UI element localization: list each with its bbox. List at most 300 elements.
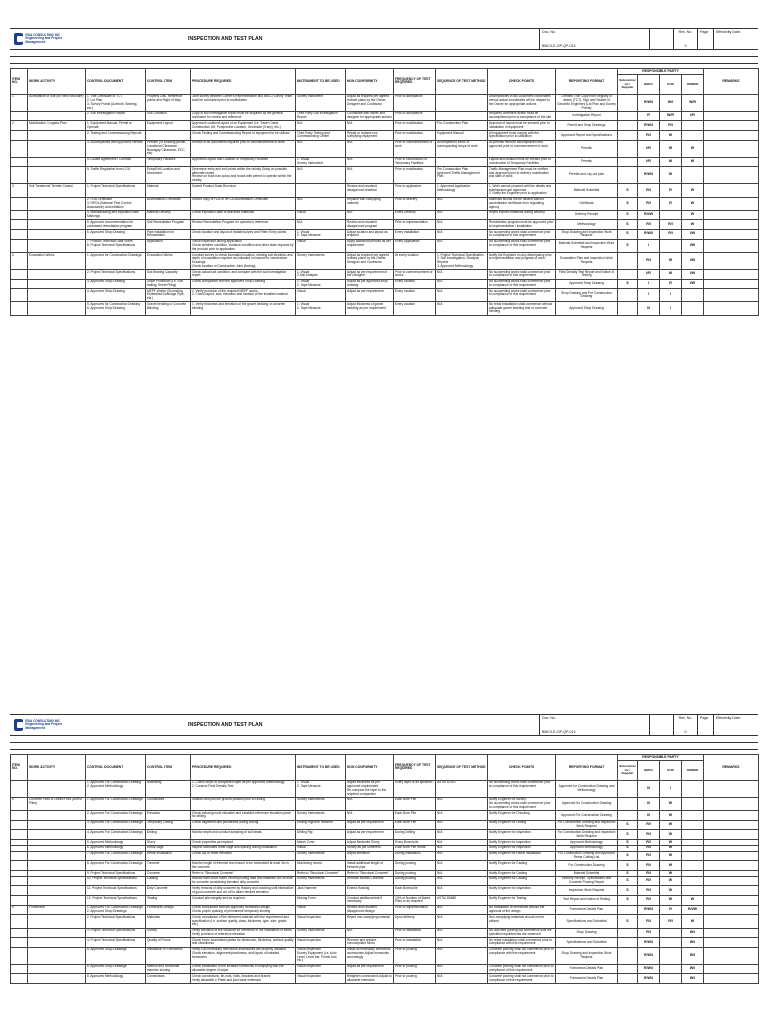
table-cell-rep: Formworks Details Plan — [556, 905, 618, 915]
table-cell-nc: Adjust as per requirement — [346, 830, 394, 840]
table-cell-inst: N/A — [296, 121, 346, 131]
table-cell-seq: N/A — [436, 947, 488, 964]
table-cell-work: Excavation Works — [28, 252, 86, 269]
table-cell-work — [28, 851, 86, 861]
table-cell-item — [11, 239, 28, 252]
table-cell-work — [28, 230, 86, 240]
table-cell-inst: Visual — [296, 210, 346, 220]
table-cell-ci: Installation of Formworks — [146, 947, 191, 964]
table-cell-r4: W/I — [682, 947, 704, 964]
table-cell-nc: Conduct additional test if necessary — [346, 896, 394, 906]
table-cell-proc: Verify elevation of the structure for reference in the installation of forms Verify provision of reference elevation — [191, 928, 296, 938]
table-cell-r2: R/W/I — [638, 938, 660, 948]
table-cell-r2: R/W/I — [638, 121, 660, 131]
table-cell-r3: W/R — [660, 111, 682, 121]
table-cell-inst: N/A — [296, 140, 346, 157]
table-cell-nc: Review and resubmit disapproved program — [346, 220, 394, 230]
table-cell-r4: W — [682, 220, 704, 230]
table-cell-seq: N/A — [436, 851, 488, 861]
table-cell-r3: I — [660, 289, 682, 302]
table-cell-item — [11, 279, 28, 289]
table-cell-r4: I/W — [682, 252, 704, 269]
table-cell-r4 — [682, 876, 704, 886]
table-cell-freq: Prior to installation — [394, 938, 436, 948]
table-header: ITEM NO. WORK ACTIVITY CONTROL DOCUMENT CONTROL ITEM PROCEDURE REQUIRED INSTRUMENT TO BE USED NON CONFORMITY FREQUENCY OF TEST REQUIRED SEQUENCE OF TEST METHOD CHECK POINTS REPORTING FORMAT RESPONSIBLE PARTY REMARKS Subcontractor / Supplier BMC3 OUR OWNER — [11, 69, 759, 95]
table-cell-r2: R/I — [638, 915, 660, 928]
table-row — [11, 811, 759, 821]
table-row — [11, 974, 759, 984]
table-cell-rep: Approved Report and Specifications — [556, 131, 618, 141]
table-cell-r2: R/I — [638, 886, 660, 896]
table-cell-item — [11, 157, 28, 167]
table-cell-inst: Refer to "Structural Concrete" — [296, 870, 346, 876]
table-cell-r4 — [682, 861, 704, 871]
table-cell-r3: W — [660, 861, 682, 871]
table-cell-inst: Third Party Soil Investigation Report — [296, 111, 346, 121]
table-cell-nc: Adjust as per approved shop drawing — [346, 279, 394, 289]
table-cell-rep: Shop Drawing and Inspection Work Request — [556, 230, 618, 240]
table-cell-rep: Field Density Test Report and Notice of Testing — [556, 269, 618, 279]
table-cell-r1 — [618, 167, 638, 184]
table-row — [11, 197, 759, 210]
table-row — [11, 947, 759, 964]
table-cell-seq: N/A — [436, 797, 488, 810]
table-cell-ci: Drilling — [146, 830, 191, 840]
table-cell-r2: R/I — [638, 830, 660, 840]
table-cell-ci: Quality of Forms — [146, 938, 191, 948]
table-cell-item — [11, 780, 28, 797]
table-cell-rm — [704, 302, 759, 315]
table-cell-chk: Notify Engineer for Inspection — [488, 886, 556, 896]
table-cell-inst: Visual — [296, 845, 346, 851]
effectivity-label: Effectivity Date: — [716, 716, 741, 720]
table-cell-inst: Visual Inspection — [296, 938, 346, 948]
table-cell-seq: N/A — [436, 876, 488, 886]
table-cell-r3: W — [660, 820, 682, 830]
table-cell-seq: 1. Approved Application Methodology — [436, 184, 488, 197]
table-cell-r3: W — [660, 797, 682, 810]
table-cell-rep: Shop Drawing and Inspection Work Request — [556, 947, 618, 964]
table-cell-proc: Check properties as required — [191, 839, 296, 845]
table-cell-ci: Soil Condition — [146, 111, 191, 121]
table-cell-r1: S — [618, 896, 638, 906]
table-cell-chk: Notify Engineer for Casting — [488, 876, 556, 886]
table-cell-proc: Approved Layout and Location of Temporary Facilities — [191, 157, 296, 167]
table-cell-work — [28, 210, 86, 220]
table-cell-nc: Adjust elevation — [346, 851, 394, 861]
table-cell-inst: Visual — [296, 239, 346, 252]
table-cell-ci — [146, 131, 191, 141]
table-cell-r4: W — [682, 915, 704, 928]
table-cell-rm — [704, 797, 759, 810]
table-cell-doc: 3. Approved Shop Drawing — [86, 279, 146, 289]
table-cell-chk: All equipment must comply with the specification prior to utilization — [488, 131, 556, 141]
table-cell-doc: 4. Approved For Construction Drawings — [86, 830, 146, 840]
table-cell-r1: S — [618, 197, 638, 210]
table-cell-rm — [704, 780, 759, 797]
table-cell-r2: I/R — [638, 269, 660, 279]
table-cell-work: Mobilization / Logistic Plan — [28, 121, 86, 131]
table-cell-r3: W — [660, 870, 682, 876]
table-cell-inst: Survey Instruments — [296, 797, 346, 810]
table-cell-work — [28, 269, 86, 279]
table-cell-work — [28, 964, 86, 974]
document-title: INSPECTION AND TEST PLAN — [70, 29, 540, 49]
table-cell-r3: W — [660, 886, 682, 896]
table-cell-r2: I — [638, 239, 660, 252]
table-cell-proc: Check location and layout of installed pipes and Fitter/ Entry points — [191, 230, 296, 240]
table-cell-rm — [704, 886, 759, 896]
table-cell-chk: Traffic Management Plan must be verified and approved prior to delivery mobilization and start of work — [488, 167, 556, 184]
table-cell-r3: W/I — [660, 94, 682, 111]
table-cell-nc: N/A — [346, 928, 394, 938]
table-cell-nc: Review and resubmit disapproved material — [346, 184, 394, 197]
table-cell-freq: Every Application — [394, 239, 436, 252]
table-cell-freq: During pouring — [394, 876, 436, 886]
table-cell-freq: Prior to pouring — [394, 947, 436, 964]
table-cell-chk: No concrete pouring will commence until the specified requirements are observed — [488, 928, 556, 938]
table-cell-ci: Rebar cage — [146, 845, 191, 851]
table-cell-r1 — [618, 140, 638, 157]
table-cell-r1: S — [618, 830, 638, 840]
table-cell-item — [11, 820, 28, 830]
table-cell-chk: No succeeding works shall commence prior to compliance of this requirement — [488, 239, 556, 252]
table-cell-item — [11, 974, 28, 984]
table-cell-seq: N/A — [436, 974, 488, 984]
table-cell-ci: Property Lots, Reference points and Right of Way — [146, 94, 191, 111]
table-cell-rm — [704, 915, 759, 928]
table-cell-r1 — [618, 302, 638, 315]
table-row — [11, 797, 759, 810]
rev-value: 0 — [684, 730, 687, 734]
company-logo — [10, 29, 70, 49]
table-cell-nc: Install all necessary formworks accessories Adjust formworks accordingly — [346, 947, 394, 964]
table-cell-chk: Notify Engineer for survey. No succeeding works shall commence prior to compliance of this requirement — [488, 797, 556, 810]
table-cell-item — [11, 230, 28, 240]
table-cell-proc: Check actual soil condition, and compare with the soil investigation report — [191, 269, 296, 279]
table-cell-inst: Visual Inspection — [296, 974, 346, 984]
table-cell-nc: Adjust as required per agreed revised plans by the Owner, Designer and Contractor. — [346, 252, 394, 269]
table-cell-freq: At every location — [394, 252, 436, 269]
table-cell-doc: 11. Project Technical Specifications — [86, 886, 146, 896]
table-cell-work — [28, 279, 86, 289]
table-cell-r3: R — [660, 905, 682, 915]
table-cell-r3: W — [660, 157, 682, 167]
table-cell-seq: N/A — [436, 220, 488, 230]
page-label: Page — [698, 715, 714, 735]
table-cell-rm — [704, 811, 759, 821]
itp-table-page-2 — [10, 754, 759, 984]
table-cell-nc: N/A — [346, 167, 394, 184]
table-cell-inst: 1. Visual 2.Soil Analysis — [296, 269, 346, 279]
table-cell-r1 — [618, 947, 638, 964]
table-cell-r1 — [618, 252, 638, 269]
table-cell-doc: 2. Project Technical Specifications — [86, 915, 146, 928]
table-cell-freq: During Drilling — [394, 830, 436, 840]
table-cell-freq: Prior to commencement of works — [394, 269, 436, 279]
table-cell-r2: R/W/I — [638, 94, 660, 111]
table-cell-r4: W — [682, 896, 704, 906]
table-cell-nc: Adjust as required per agreed revised plans by the Owner, Designer and Contractor. — [346, 94, 394, 111]
table-cell-freq: Each Bore Pile — [394, 797, 436, 810]
table-cell-chk: Layout and location must be verified prior to construction of Temporary Facilities — [488, 157, 556, 167]
page-header — [10, 28, 758, 50]
table-row — [11, 886, 759, 896]
table-cell-r2: I — [638, 279, 660, 289]
table-cell-ci: Equipment Layout — [146, 121, 191, 131]
table-cell-r1: S — [618, 210, 638, 220]
table-cell-seq: N/A — [436, 830, 488, 840]
table-cell-ci: Soil Bearing Capacity — [146, 269, 191, 279]
table-cell-r4 — [682, 131, 704, 141]
table-cell-freq: Prior to mobilization — [394, 167, 436, 184]
table-cell-r4: I/W — [682, 230, 704, 240]
table-cell-doc: 2. Testing and Commissioning Reports — [86, 131, 146, 141]
table-cell-seq: ASTM D5882 — [436, 896, 488, 906]
table-cell-inst: Marsh Cone — [296, 839, 346, 845]
table-cell-inst: Survey Instruments — [296, 876, 346, 886]
table-cell-r2: R/W/I — [638, 905, 660, 915]
table-cell-chk: All permits must be accomplished and approved prior to commencement of work — [488, 140, 556, 157]
table-cell-freq: Prior to application — [394, 184, 436, 197]
table-cell-seq: Equipment Manual — [436, 131, 488, 141]
table-cell-r4: I/W — [682, 239, 704, 252]
table-cell-rep: Approved Shop Drawing — [556, 279, 618, 289]
table-cell-proc: Check compliance with the approved formworks design Check proper spacing of permanent/ temporary shoring — [191, 905, 296, 915]
table-cell-r4 — [682, 167, 704, 184]
table-cell-work — [28, 289, 86, 302]
table-cell-freq: Prior to implementation — [394, 220, 436, 230]
table-cell-doc: 4. Manufacturing and expiration date Markings — [86, 210, 146, 220]
table-cell-freq: Prior to mobilization — [394, 121, 436, 131]
table-cell-inst: Visual — [296, 905, 346, 915]
table-cell-ci: Backfilling — [146, 780, 191, 797]
table-cell-freq: Every Bored pile — [394, 839, 436, 845]
table-cell-freq: Each Bore Pile — [394, 811, 436, 821]
table-cell-freq: Every installation — [394, 230, 436, 240]
table-cell-r4: W/I — [682, 974, 704, 984]
table-cell-chk: Remediation program must be approved prior to implementation / installation — [488, 220, 556, 230]
table-cell-r2: R/I — [638, 896, 660, 906]
table-cell-r1 — [618, 121, 638, 131]
table-cell-r2: R/W/I — [638, 974, 660, 984]
table-cell-ci: Connections — [146, 974, 191, 984]
table-cell-nc: Adjust as per requirement — [346, 289, 394, 302]
table-cell-inst — [296, 184, 346, 197]
table-cell-rm — [704, 184, 759, 197]
table-cell-doc: 5. Traffic Regulation from LGU — [86, 167, 146, 184]
table-cell-item: 3 — [11, 184, 28, 197]
table-cell-doc: 5. Approved Methodology — [86, 839, 146, 845]
company-logo-icon — [14, 719, 23, 731]
table-cell-seq: N/A — [436, 845, 488, 851]
table-cell-freq: Prior to delivery — [394, 197, 436, 210]
table-cell-work — [28, 197, 86, 210]
effectivity-label: Effectivity Date: — [716, 30, 741, 34]
table-cell-inst: 1. Visual 2. Tape Measure — [296, 279, 346, 289]
table-cell-seq — [436, 111, 488, 121]
table-cell-nc: Adjust location and layout as required — [346, 230, 394, 240]
table-cell-proc: Submit Product Data/ Brochure — [191, 184, 296, 197]
table-cell-freq: Prior to implementation — [394, 905, 436, 915]
table-cell-chk: No succeeding works shall commence prior to compliance of this requirement — [488, 279, 556, 289]
table-cell-freq: Prior to acceptance — [394, 94, 436, 111]
table-cell-freq: Every layer or as specified — [394, 780, 436, 797]
table-cell-rep: Material Submittal — [556, 184, 618, 197]
table-cell-r1 — [618, 974, 638, 984]
table-cell-r4: W/I — [682, 938, 704, 948]
table-row — [11, 830, 759, 840]
table-cell-doc: 2. Soil Investigation Report — [86, 111, 146, 121]
table-cell-r4 — [682, 820, 704, 830]
table-body-page-1 — [11, 94, 759, 315]
table-header: ITEM NO. WORK ACTIVITY CONTROL DOCUMENT CONTROL ITEM PROCEDURE REQUIRED INSTRUMENT TO BE USED NON CONFORMITY FREQUENCY OF TEST REQUIRED SEQUENCE OF TEST METHOD CHECK POINTS REPORTING FORMAT RESPONSIBLE PARTY REMARKS Subcontractor / Supplier BMC3 OUR OWNER — [11, 755, 759, 781]
table-cell-nc: Remove excess Concrete — [346, 876, 394, 886]
table-cell-r1: S — [618, 870, 638, 876]
table-cell-ci: Gravel bedding or Concrete Blinding — [146, 302, 191, 315]
table-cell-ci: MEPF Works (Grounding, Embedded Drainage Pipe, etc.) — [146, 289, 191, 302]
table-cell-chk: Notify Engineer for Inspection — [488, 830, 556, 840]
table-cell-r2: R/W/I — [638, 947, 660, 964]
table-cell-seq: N/A — [436, 302, 488, 315]
table-cell-rep: Formworks Details Plan — [556, 964, 618, 974]
table-cell-proc: Verify removal of dirty concrete by Hackey and cracking until elimination of good concrete and cut off to attain desired elevation — [191, 886, 296, 896]
table-cell-chk: No installation of formworks without the approval of the design — [488, 905, 556, 915]
table-cell-freq: 10% of Number of Bored Piles or as required — [394, 896, 436, 906]
table-cell-r4: R/I/W — [682, 905, 704, 915]
table-row — [11, 252, 759, 269]
table-cell-chk: Notify the Engineer on any discrepancy prior to implementation and progress of work — [488, 252, 556, 269]
table-cell-doc: 2. Project Technical Specifications — [86, 269, 146, 279]
table-cell-r4: W — [682, 184, 704, 197]
table-cell-rm — [704, 230, 759, 240]
table-cell-nc: Rectify as per comment — [346, 845, 394, 851]
table-row — [11, 938, 759, 948]
table-cell-work: Formworks — [28, 905, 86, 915]
table-cell-r1 — [618, 797, 638, 810]
table-cell-nc: N/A — [346, 797, 394, 810]
table-cell-inst: Visual Inspection — [296, 964, 346, 974]
table-cell-r3 — [660, 210, 682, 220]
table-cell-rep: Delivery Receipt — [556, 210, 618, 220]
table-cell-inst: Monitoring record — [296, 861, 346, 871]
table-cell-doc: 1. Approved For Construction Drawing 2. Approved Methodology — [86, 780, 146, 797]
table-cell-seq: Pre-Construction Plan — [436, 121, 488, 131]
table-cell-item — [11, 111, 28, 121]
table-cell-work — [28, 239, 86, 252]
table-cell-r3: W — [660, 896, 682, 906]
table-cell-proc: Refer to "Structural Concrete" — [191, 870, 296, 876]
table-cell-freq: Upon delivery — [394, 915, 436, 928]
table-cell-r3: W — [660, 167, 682, 184]
table-cell-freq: During pouring — [394, 870, 436, 876]
table-cell-rep: Methodology — [556, 220, 618, 230]
table-cell-chk: Non-complying materials should not be utilized — [488, 915, 556, 928]
table-cell-inst: N/A — [296, 220, 346, 230]
table-cell-r4: W/R — [682, 94, 704, 111]
table-cell-r4 — [682, 811, 704, 821]
table-cell-rep: Approved Methodology — [556, 839, 618, 845]
table-cell-proc: Monitor depth and conduct sampling of soil strata — [191, 830, 296, 840]
table-cell-freq: Each Bore Pile — [394, 820, 436, 830]
table-row — [11, 861, 759, 871]
table-cell-r3: W — [660, 269, 682, 279]
table-cell-ci: Accreditation Certificate — [146, 197, 191, 210]
table-cell-doc: 4. Project Technical Specifications — [86, 938, 146, 948]
table-cell-r2: I/I — [638, 780, 660, 797]
table-cell-proc: Monitor each truck mixer, record pouring data and establish cut-off level for concrete considering elevated dirty concrete — [191, 876, 296, 886]
table-cell-rm — [704, 269, 759, 279]
table-cell-seq: N/A — [436, 811, 488, 821]
table-cell-r3: I — [660, 302, 682, 315]
table-cell-r1: S — [618, 184, 638, 197]
table-cell-rm — [704, 157, 759, 167]
table-cell-nc: N/A — [346, 157, 394, 167]
table-cell-ci: Method and Horizontal member shoring — [146, 964, 191, 974]
table-cell-nc: Adjust as per requirement — [346, 820, 394, 830]
table-row — [11, 928, 759, 938]
table-cell-r3 — [660, 928, 682, 938]
table-cell-nc: Install additional length of tremmie pipe — [346, 861, 394, 871]
table-cell-r1 — [618, 938, 638, 948]
table-cell-nc: Retighten connections Adjust to allowable extension — [347, 973, 392, 982]
table-cell-item — [11, 197, 28, 210]
table-cell-proc: Check connections, tie-rods, bolts, brackets and braces Verify allowable v-Panel and joint base extension — [191, 974, 296, 984]
table-cell-freq: Every location — [394, 289, 436, 302]
table-cell-freq: Prior to acceptance — [394, 111, 436, 121]
company-subtitle: Engineering and Project Management — [25, 36, 63, 44]
table-cell-doc: 1. Approved For Construction Drawings 2. Approved Shop Drawings — [86, 905, 146, 915]
table-cell-inst: Drilling Rig — [296, 830, 346, 840]
table-cell-chk: Approval of layout must be secured prior to installation of equipment — [488, 121, 556, 131]
table-cell-r4: W — [682, 157, 704, 167]
table-cell-seq: N/A — [436, 197, 488, 210]
table-cell-rep: For Construction Drawing and Approved Rebar Cutting List — [556, 851, 618, 861]
table-cell-rm — [704, 94, 759, 111]
company-name: RDA CONSULTING INC — [25, 32, 61, 37]
table-cell-rm — [704, 289, 759, 302]
table-cell-work — [28, 928, 86, 938]
table-row — [11, 230, 759, 240]
table-cell-r1: S — [618, 861, 638, 871]
table-cell-seq: N/A — [436, 820, 488, 830]
table-cell-rm — [704, 851, 759, 861]
table-cell-r4: W/I — [682, 928, 704, 938]
table-cell-r2: R/I/W — [638, 210, 660, 220]
rev-label: Rev. No. — [678, 716, 693, 720]
table-cell-r1 — [618, 111, 638, 121]
table-cell-r3: W — [660, 811, 682, 821]
table-cell-r3: R — [660, 184, 682, 197]
table-cell-seq: N/A — [436, 870, 488, 876]
table-cell-r2: R — [638, 111, 660, 121]
table-cell-work: Acceptance of Site (for New Structure) — [28, 94, 86, 111]
table-cell-inst: N/A — [296, 167, 346, 184]
table-cell-work — [28, 947, 86, 964]
table-cell-chk: Notify Engineer for Inspection — [488, 839, 556, 845]
table-cell-ci: Material — [146, 184, 191, 197]
table-cell-rep: Material Submittal — [556, 870, 618, 876]
table-cell-r1: S — [618, 915, 638, 928]
table-cell-r1: S — [618, 230, 638, 240]
rev-value: 0 — [684, 44, 687, 48]
table-cell-rep: Permits — [556, 157, 618, 167]
table-cell-r2: R/W/I — [638, 964, 660, 974]
table-cell-chk: Concrete pouring shall not commence prior to compliance of this requirement — [489, 973, 554, 982]
table-cell-freq: Prior to construction of Temporary Facilities — [394, 157, 436, 167]
table-cell-r1 — [618, 905, 638, 915]
table-cell-item — [11, 851, 28, 861]
